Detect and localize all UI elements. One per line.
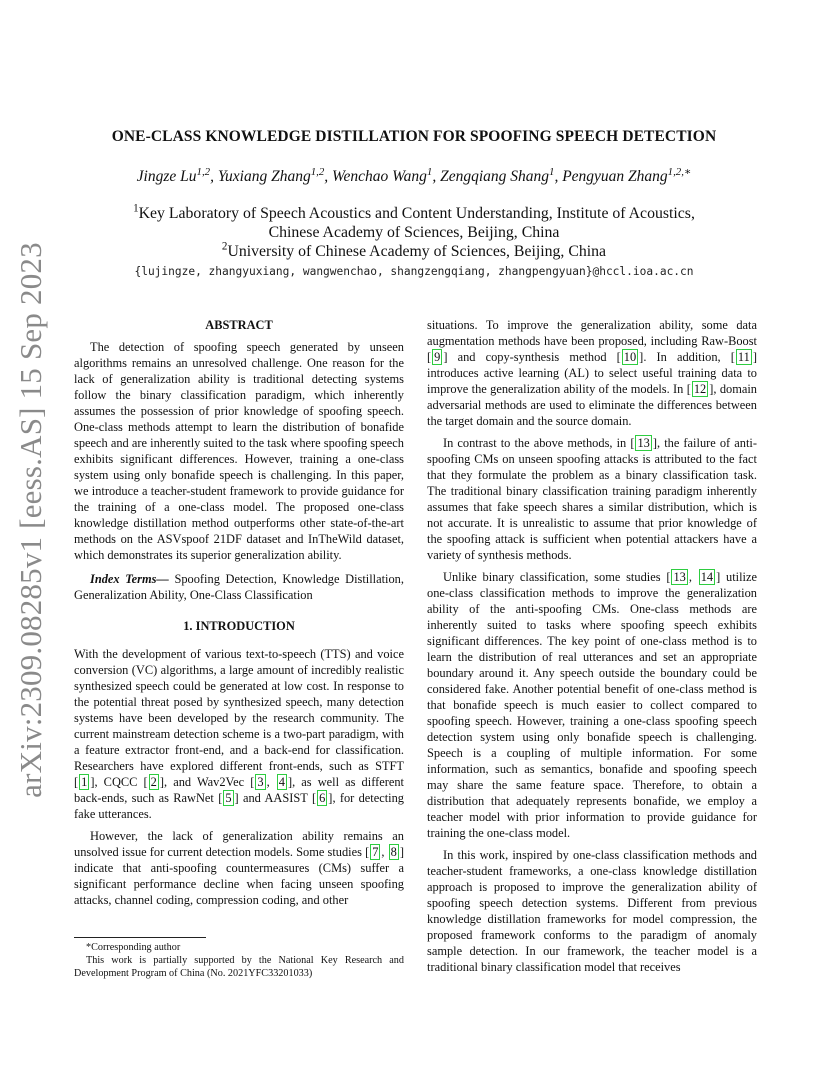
paragraph-text: However, the lack of generalization ability remains an unsolved issue for current detection models. Some studies (74, 829, 404, 859)
paragraph-text: , for detecting fake utterances. (74, 791, 405, 821)
citation-link[interactable]: 8 (390, 845, 397, 859)
citation-link[interactable]: 2 (150, 775, 157, 789)
author-affiliation-marker: 1 (426, 165, 433, 178)
author-affiliation-marker: 1,2 (310, 165, 325, 178)
citation-link[interactable]: 5 (225, 791, 232, 805)
paragraph-text: and copy-synthesis method (447, 350, 617, 364)
affiliation-1 (70, 202, 758, 223)
citation-link[interactable]: 4 (278, 775, 285, 789)
paper-title: ONE-CLASS KNOWLEDGE DISTILLATION FOR SPOOFING SPEECH DETECTION (111, 128, 717, 145)
body-paragraph (427, 847, 757, 975)
citation-link[interactable]: 3 (257, 775, 264, 789)
paragraph-text: . In addition, (643, 350, 731, 364)
author-emails: {lujingze, zhangyuxiang, wangwenchao, shangzengqiang, zhangpengyuan}@hccl.ioa.ac.cn (134, 265, 694, 278)
paragraph-text: Unlike binary classification, some studies (443, 570, 667, 584)
paragraph-text: , as well as different back-ends, such as RawNet (74, 775, 404, 805)
abstract-heading: ABSTRACT (205, 318, 273, 332)
affiliation-2 (70, 240, 758, 261)
footnote-corresponding: *Corresponding author (86, 942, 181, 953)
index-terms-text: Spoofing Detection, Knowledge Distillation, Generalization Ability, One-Class Classification (74, 572, 404, 602)
paragraph-text: In contrast to the above methods, in (443, 436, 631, 450)
paragraph-text: , and Wav2Vec (164, 775, 251, 789)
paragraph-text: , the failure of anti-spoofing CMs on unseen spoofing attacks is attributed to the fact that they formulate the problem as a binary classification task. The traditional binary classification training paradigm inherently assumes that fake speech shares a similar distribution, which is not accurate. It is unrealistic to assume that prior knowledge of the spoofing attack is sufficient when potential attackers have a variety of synthesis methods. (427, 436, 757, 562)
affiliation-1-marker: 1 (133, 202, 139, 215)
author-name: Yuxiang Zhang (217, 168, 311, 185)
citation-link[interactable]: 6 (319, 791, 326, 805)
body-paragraph: With the development of various text-to-speech (TTS) and voice conversion (VC) algorithms, a large amount of incredibly realistic synthesized speech could be generated at low cost. In response to the potential threat posed by synthesized speech, many detection systems have been developed by the research community. The current mainstream detection scheme is a two-part paradigm, with a feature extractor front-end, and a back-end for classification. Researchers have explored different front-ends, such as STFT [ 1 ], CQCC [ 2 ], and Wav2Vec [ 3 , 4 ], as well as different back-ends, such as RawNet [ 5 ] and AASIST [ 6 ], for detecting fake utterances. (74, 647, 405, 821)
paragraph-text: , CQCC (94, 775, 144, 789)
abstract-text: The detection of spoofing speech generated by unseen algorithms remains an unresolved challenge. One reason for the lack of generalization ability is traditional detecting systems follow the binary classification paradigm, which inherently assumes the possession of prior knowledge of spoofing speech. One-class methods attempt to learn the distribution of bonafide speech and are inherently suited to the task where spoofing speech exhibits significant differences. However, training a one-class system using only bonafide speech is challenging. In this paper, we introduce a teacher-student framework to provide guidance for the training of a one-class model. The proposed one-class knowledge distillation method outperforms other state-of-the-art methods on the ASVspoof 21DF dataset and InTheWild dataset, which demonstrates its superior generalization ability. (74, 340, 404, 562)
footnote-rule (74, 937, 206, 938)
paragraph-text: With the development of various text-to-speech (TTS) and voice conversion (VC) algorithms, a large amount of incredibly realistic synthesized speech could be generated at low cost. In response to the potential threat posed by synthesized speech, many detection systems have been developed by the research community. The current mainstream detection scheme is a two-part paradigm, with a feature extractor front-end, and a back-end for classification. Researchers have explored different front-ends, such as STFT (74, 647, 404, 773)
author-name: Wenchao Wang (332, 168, 427, 185)
index-terms (74, 571, 404, 603)
affiliation-2-marker: 2 (221, 240, 228, 253)
body-paragraph: In contrast to the above methods, in [ 13 ], the failure of anti-spoofing CMs on unseen spoofing attacks is attributed to the fact that they formulate the problem as a binary classification task. The traditional binary classification training paradigm inherently assumes that fake speech shares a similar distribution, which is not accurate. It is unrealistic to assume that prior knowledge of the spoofing attack is sufficient when potential attackers have a variety of synthesis methods. (427, 436, 757, 562)
body-paragraph: However, the lack of generalization ability remains an unsolved issue for current detection models. Some studies [ 7 , 8 ] indicate that anti-spoofing countermeasures (CMs) suffer a significant performance decline when facing unseen spoofing attacks, channel coding, compression coding, and other (74, 829, 404, 907)
author-affiliation-marker: 1 (549, 165, 555, 178)
arxiv-stamp (6, 242, 56, 798)
paragraph-text: and AASIST (238, 791, 312, 805)
footnotes (74, 941, 404, 980)
author-affiliation-marker: 1,2,∗ (667, 165, 692, 178)
citation-link[interactable]: 14 (700, 570, 714, 584)
arxiv-identifier: arXiv:2309.08285v1 [eess.AS] 15 Sep 2023 (13, 242, 48, 798)
author-list: Jingze Lu$^{1,2}$, Yuxiang Zhang$^{1,2}$, Wenchao Wang$^1$, Zengqiang Shang$^1$, Pengyuan Zhang$^{1,2,∗}$ (136, 165, 692, 185)
paragraph-text: situations. To improve the generalization ability, some data augmentation methods have been proposed, including Raw-Boost (427, 318, 757, 348)
body-paragraph: Unlike binary classification, some studies [ 13 , 14 ] utilize one-class classification methods to improve the generalization ability of the anti-spoofing CMs. One-class methods are inherently suited to tasks where spoofing speech exhibits significant differences. The key point of one-class method is to learn the distribution of real utterances and set an appropriate boundary around it. Any speech outside the boundary could be considered fake. Another potential benefit of one-class method is that bonafide speech is much easier to collect compared to spoofing speech. However, training a one-class spoofing speech detection system using only bonafide speech is challenging. Speech is a coupling of multiple information. For some information, such as semantics, bonafide and spoofing speech may share the same feature space. Therefore, to obtain a distribution that adequately represents bonafide, we employ a teacher model with prior information to provide guidance for training the one-class model. (427, 570, 757, 840)
citation-link[interactable]: 9 (434, 350, 441, 364)
affiliation-1-line1: Key Laboratory of Speech Acoustics and Content Understanding, Institute of Acoustics, (138, 205, 695, 222)
introduction-left-body (74, 646, 404, 908)
citation-link[interactable]: 13 (673, 570, 686, 584)
citation-link[interactable]: 1 (81, 775, 88, 789)
index-terms-label: Index Terms— (90, 572, 169, 586)
paragraph-text: indicate that anti-spoofing countermeasures (CMs) suffer a significant performance decline when facing unseen spoofing attacks, channel coding, compression coding, and other (74, 861, 404, 907)
body-paragraph: situations. To improve the generalization ability, some data augmentation methods have been proposed, including Raw-Boost [ 9 ] and copy-synthesis method [ 10 ]. In addition, [ 11 ] introduces active learning (AL) to select useful training data to improve the generalization ability of the models. In [ 12 ], domain adversarial methods are used to eliminate the differences between the target domain and the source domain. (427, 318, 757, 428)
author-name: Zengqiang Shang (440, 168, 550, 185)
right-column (427, 317, 757, 975)
affiliation-2-line: University of Chinese Academy of Sciences, Beijing, China (227, 243, 607, 260)
author-name: Pengyuan Zhang (562, 168, 668, 185)
citation-link[interactable]: 10 (623, 350, 637, 364)
citation-link[interactable]: 11 (737, 350, 750, 364)
introduction-right-body (427, 317, 757, 975)
author-name: Jingze Lu (136, 168, 197, 185)
footnote-funding: This work is partially supported by the National Key Research and Development Program of China (No. 2021YFC33201033) (74, 955, 404, 979)
paragraph-text: , domain adversarial methods are used to eliminate the differences between the target domain and the source domain. (427, 382, 757, 428)
citation-link[interactable]: 7 (372, 845, 379, 859)
introduction-heading: 1. INTRODUCTION (183, 619, 295, 633)
affiliation-1-line2: Chinese Academy of Sciences, Beijing, China (268, 224, 560, 241)
paragraph-text: In this work, inspired by one-class classification methods and teacher-student frameworks, a one-class knowledge distillation approach is proposed to improve the generalization ability of spoofing speech detection systems. Different from previous knowledge distillation frameworks for model compression, the proposed framework conforms to the paradigm of anomaly sample detection. In our framework, the teacher model is a traditional binary classification model that receives (427, 848, 757, 974)
citation-link[interactable]: 12 (693, 382, 707, 396)
citation-link[interactable]: 13 (637, 436, 650, 450)
author-affiliation-marker: 1,2 (196, 165, 211, 178)
paragraph-text: introduces active learning (AL) to select useful training data to improve the generalization ability of the models. In (427, 366, 757, 396)
paragraph-text: utilize one-class classification methods to improve the generalization ability of the anti-spoofing CMs. One-class methods are inherently suited to tasks where spoofing speech exhibits significant differences. The key point of one-class method is to learn the distribution of real utterances and set an appropriate boundary around it. Any speech outside the boundary could be considered fake. Another potential benefit of one-class method is that bonafide speech is much easier to collect compared to spoofing speech. However, training a one-class spoofing speech detection system using only bonafide speech is challenging. Speech is a coupling of multiple information. For some information, such as semantics, bonafide and spoofing speech may share the same feature space. Therefore, to obtain a distribution that adequately represents bonafide, we employ a teacher model with prior information to provide guidance for training the one-class model. (427, 570, 757, 840)
left-column (74, 317, 404, 908)
